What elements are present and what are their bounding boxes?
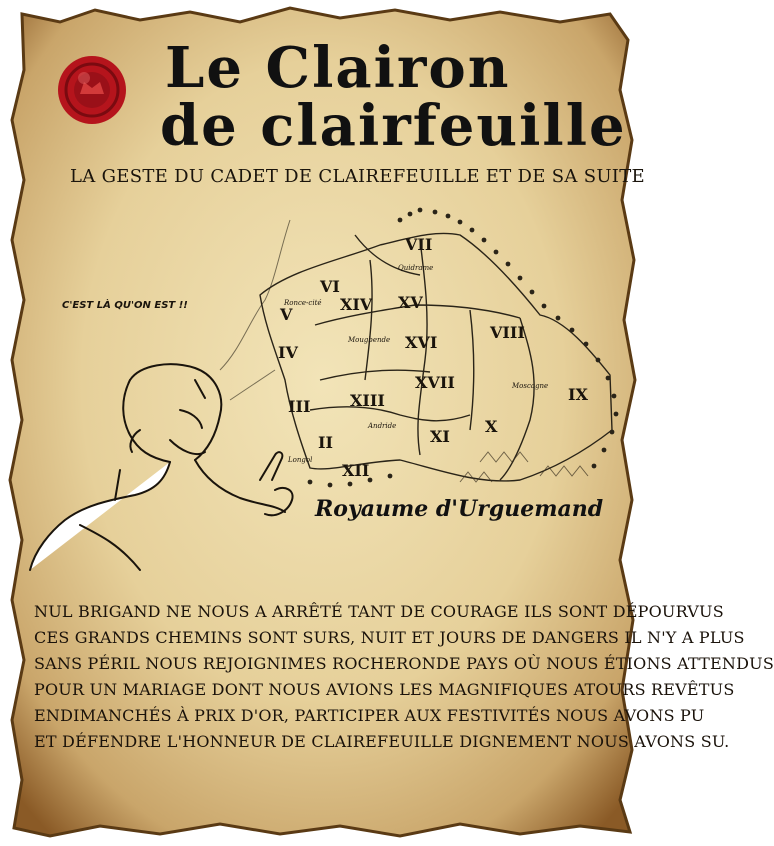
place-label: Ronce-cité xyxy=(284,299,322,307)
pointing-man-illustration xyxy=(20,340,313,570)
region-VIII: VIII xyxy=(490,323,525,342)
verse-line: ET DÉFENDRE L'HONNEUR DE CLAIREFEUILLE DIGNEMENT NOUS AVONS SU. xyxy=(34,732,730,751)
place-label: Mougbende xyxy=(348,336,391,344)
title-line-1: Le Clairon xyxy=(165,35,511,101)
region-IX: IX xyxy=(568,385,588,404)
verse-line: SANS PÉRIL NOUS REJOIGNIMES ROCHERONDE PAYS OÙ NOUS ÉTIONS ATTENDUS xyxy=(34,654,774,673)
region-II: II xyxy=(318,433,333,452)
region-XV: XV xyxy=(398,293,423,312)
place-label: Quidrame xyxy=(398,264,434,272)
verse-line: CES GRANDS CHEMINS SONT SURS, NUIT ET JOURS DE DANGERS IL N'Y A PLUS xyxy=(34,628,745,647)
wax-seal-icon xyxy=(56,54,128,126)
realm-name: Royaume d'Urguemand xyxy=(315,496,604,522)
subtitle: LA GESTE DU CADET DE CLAIREFEUILLE ET DE SA SUITE xyxy=(70,166,645,187)
region-VI: VI xyxy=(320,277,340,296)
region-V: V xyxy=(280,305,293,324)
region-VII: VII xyxy=(405,235,433,254)
region-III: III xyxy=(288,397,311,416)
verse-line: NUL BRIGAND NE NOUS A ARRÊTÉ TANT DE COURAGE ILS SONT DÉPOURVUS xyxy=(34,602,724,621)
title-line-2: de clairfeuille xyxy=(160,93,627,159)
verse-line: POUR UN MARIAGE DONT NOUS AVIONS LES MAGNIFIQUES ATOURS REVÊTUS xyxy=(34,680,735,699)
place-label: Andride xyxy=(368,422,397,430)
region-XVII: XVII xyxy=(415,373,455,392)
region-XIII: XIII xyxy=(350,391,385,410)
region-IV: IV xyxy=(278,343,298,362)
region-XVI: XVI xyxy=(405,333,438,352)
place-label: Longol xyxy=(288,456,313,464)
verse-line: ENDIMANCHÉS À PRIX D'OR, PARTICIPER AUX FESTIVITÉS NOUS AVONS PU xyxy=(34,706,705,725)
region-XIV: XIV xyxy=(340,295,373,314)
region-XII: XII xyxy=(342,461,370,480)
place-label: Moscagne xyxy=(512,382,549,390)
region-X: X xyxy=(485,417,498,436)
region-XI: XI xyxy=(430,427,450,446)
speech-bubble: C'EST LÀ QU'ON EST !! xyxy=(62,300,188,311)
